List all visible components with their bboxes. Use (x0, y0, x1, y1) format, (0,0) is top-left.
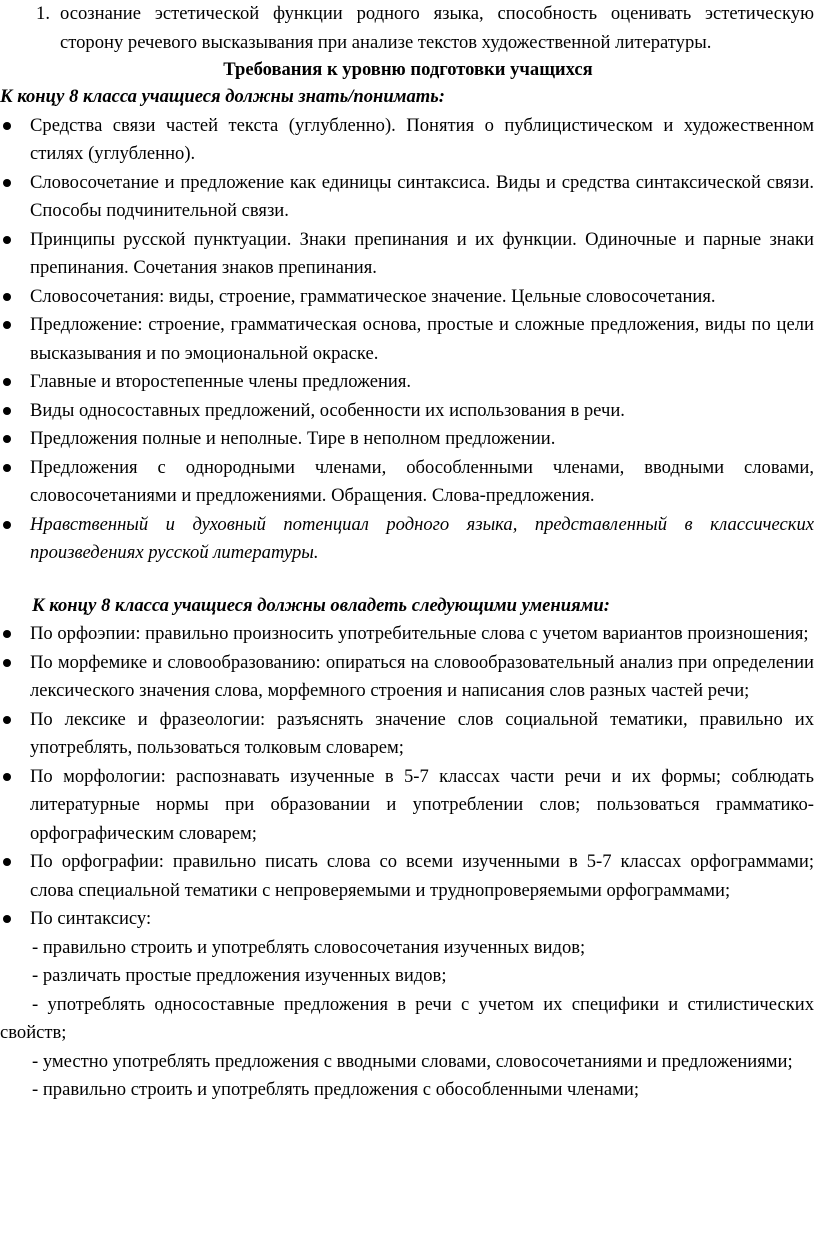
list-item: По орфографии: правильно писать слова со всеми изученными в 5-7 классах орфограммами; слова специальной тематики с непроверяемыми и труднопроверяемыми орфограммами; (30, 848, 814, 905)
bullet-icon (3, 407, 11, 415)
bullet-icon (3, 321, 11, 329)
list-item: Словосочетание и предложение как единицы синтаксиса. Виды и средства синтаксической связи. Способы подчинительной связи. (30, 169, 814, 226)
list-item: Нравственный и духовный потенциал родного языка, представленный в классических произведениях русской литературы. (30, 511, 814, 568)
bullet-icon (3, 716, 11, 724)
bullet-icon (3, 773, 11, 781)
syntax-line: - различать простые предложения изученных видов; (32, 965, 447, 986)
list-item: По орфоэпии: правильно произносить употребительные слова с учетом вариантов произношения; (30, 620, 814, 649)
syntax-sublist (0, 934, 816, 1105)
list-item: По морфемике и словообразованию: опираться на словообразовательный анализ при определении лексического значения слова, морфемного строения и написания слов разных частей речи; (30, 649, 814, 706)
skills-section-title: К концу 8 класса учащиеся должны овладеть следующими умениями: (32, 594, 610, 616)
intro-text: осознание эстетической функции родного языка, способность оценивать эстетическую сторону речевого высказывания при анализе текстов художественной литературы. (60, 3, 814, 53)
syntax-line: - уместно употреблять предложения с вводными словами, словосочетаниями и предложениями; (32, 1050, 793, 1072)
list-item: По лексике и фразеологии: разъяснять значение слов социальной тематики, правильно их употреблять, пользоваться толковым словарем; (30, 706, 814, 763)
list-number: 1. (36, 3, 50, 24)
know-section-title: К концу 8 класса учащиеся должны знать/понимать: (0, 86, 445, 107)
bullet-icon (3, 915, 11, 923)
requirements-heading: Требования к уровню подготовки учащихся (223, 59, 593, 80)
list-item: Виды односоставных предложений, особенности их использования в речи. (30, 397, 814, 426)
bullet-icon (3, 179, 11, 187)
bullet-icon (3, 122, 11, 130)
bullet-icon (3, 378, 11, 386)
syntax-line: - правильно строить и употреблять предложения с обособленными членами; (32, 1079, 640, 1100)
skills-list (0, 620, 816, 934)
bullet-icon (3, 858, 11, 866)
bullet-icon (3, 236, 11, 244)
bullet-icon (3, 293, 11, 301)
list-item: Предложения полные и неполные. Тире в неполном предложении. (30, 425, 814, 454)
know-list (0, 112, 816, 568)
list-item: Средства связи частей текста (углубленно). Понятия о публицистическом и художественном стилях (углубленно). (30, 112, 814, 169)
list-item: Главные и второстепенные члены предложения. (30, 368, 814, 397)
bullet-icon (3, 521, 11, 529)
list-item: По синтаксису: (30, 905, 814, 934)
syntax-line: - употреблять односоставные предложения в речи с учетом их специфики и стилистических свойств; (0, 993, 814, 1043)
bullet-icon (3, 659, 11, 667)
list-item: Предложение: строение, грамматическая основа, простые и сложные предложения, виды по цели высказывания и по эмоциональной окраске. (30, 311, 814, 368)
list-item: Предложения с однородными членами, обособленными членами, вводными словами, словосочетаниями и предложениями. Обращения. Слова-предложения. (30, 454, 814, 511)
bullet-icon (3, 464, 11, 472)
list-item: По морфологии: распознавать изученные в 5-7 классах части речи и их формы; соблюдать литературные нормы при образовании и употреблении слов; пользоваться грамматико-орфографическим словарем; (30, 763, 814, 849)
list-item: Принципы русской пунктуации. Знаки препинания и их функции. Одиночные и парные знаки препинания. Сочетания знаков препинания. (30, 226, 814, 283)
bullet-icon (3, 630, 11, 638)
bullet-icon (3, 435, 11, 443)
syntax-line: - правильно строить и употреблять словосочетания изученных видов; (32, 936, 586, 958)
intro-list-item (36, 0, 814, 57)
list-item: Словосочетания: виды, строение, грамматическое значение. Цельные словосочетания. (30, 283, 814, 312)
